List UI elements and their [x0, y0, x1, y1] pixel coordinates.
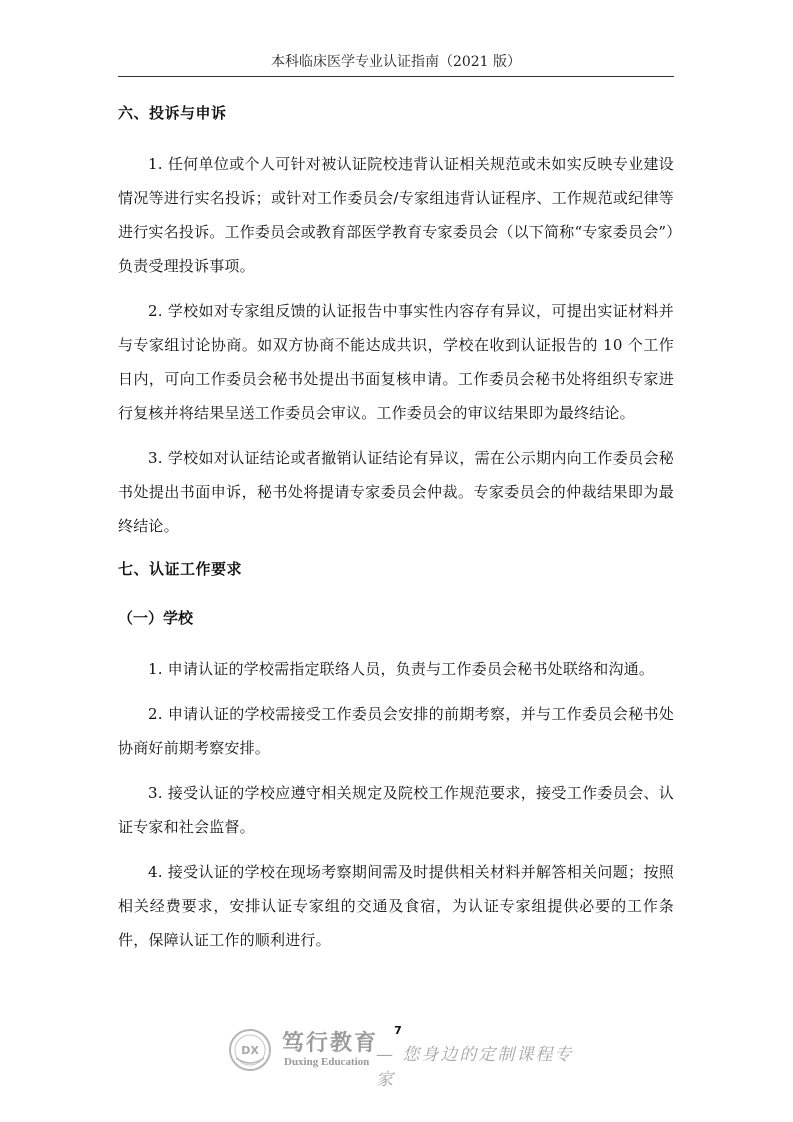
paragraph: 3. 学校如对认证结论或者撤销认证结论有异议，需在公示期内向工作委员会秘书处提出书面申诉，秘书处将提请专家委员会仲裁。专家委员会的仲裁结果即为最终结论。 — [118, 449, 674, 535]
paragraph: 2. 申请认证的学校需接受工作委员会安排的前期考察，并与工作委员会秘书处协商好前期考察安排。 — [118, 705, 674, 757]
watermark-brand: 笃行教育 — [282, 1030, 379, 1056]
watermark-slogan: — 您身边的定制课程专家 — [376, 1045, 574, 1090]
paragraph: 3. 接受认证的学校应遵守相关规定及院校工作规范要求，接受工作委员会、认证专家和社会监督。 — [118, 784, 674, 836]
paragraph: 1. 申请认证的学校需指定联络人员，负责与工作委员会秘书处联络和沟通。 — [148, 660, 655, 678]
section-heading-requirements: 七、认证工作要求 — [118, 560, 243, 578]
subsection-heading-school: （一）学校 — [118, 609, 194, 627]
watermark — [228, 1026, 588, 1090]
document-body — [118, 98, 674, 957]
running-header: 本科临床医学专业认证指南（2021 版） — [270, 54, 522, 70]
watermark-brand-en: Duxing Education — [284, 1056, 370, 1068]
header-rule — [118, 76, 674, 77]
paragraph: 1. 任何单位或个人可针对被认证院校违背认证相关规范或未如实反映专业建设情况等进行实名投诉；或针对工作委员会/专家组违背认证程序、工作规范或纪律等进行实名投诉。工作委员会或教育部医学教育专家委员会（以下简称“专家委员会”）负责受理投诉事项。 — [118, 155, 674, 275]
logo-letters: DX — [241, 1044, 259, 1057]
section-heading-complaints: 六、投诉与申诉 — [118, 104, 227, 122]
page-number: 7 — [394, 1024, 402, 1037]
paragraph: 4. 接受认证的学校在现场考察期间需及时提供相关材料并解答相关问题；按照相关经费要求，安排认证专家组的交通及食宿，为认证专家组提供必要的工作条件，保障认证工作的顺利进行。 — [118, 863, 674, 949]
paragraph: 2. 学校如对专家组反馈的认证报告中事实性内容存有异议，可提出实证材料并与专家组讨论协商。如双方协商不能达成共识，学校在收到认证报告的 10 个工作日内，可向工作委员会秘书处提出书面复核申请。工作委员会秘书处将组织专家进行复核并将结果呈送工作委员会审议。工作委员会的审议结果即为最终结论。 — [118, 302, 674, 422]
brand-logo-icon — [228, 1028, 272, 1072]
